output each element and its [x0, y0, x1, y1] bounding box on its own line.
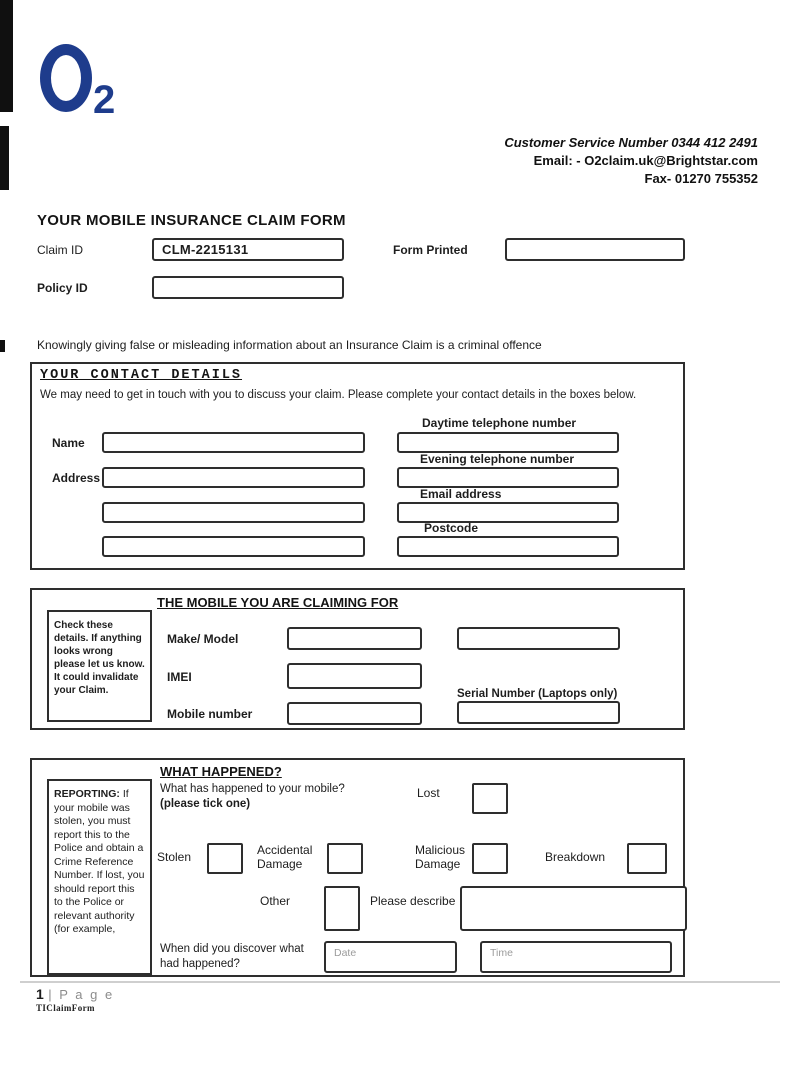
name-input[interactable]	[102, 432, 365, 453]
postcode-label: Postcode	[424, 521, 479, 535]
happened-question-tick: (please tick one)	[160, 798, 251, 810]
what-happened-heading: WHAT HAPPENED?	[160, 764, 282, 779]
reporting-note-body: If your mobile was stolen, you must report this to the Police and obtain a Crime Reference Number. If lost, you should report this to the Police or relevant authority (for example,	[54, 788, 145, 935]
policy-id-value	[154, 278, 342, 280]
stolen-label: Stolen	[157, 850, 192, 864]
checkbox-breakdown[interactable]	[627, 843, 667, 874]
address-input-line2[interactable]	[102, 502, 365, 523]
make-model-input[interactable]	[287, 627, 422, 650]
malicious-damage-label: Malicious Damage	[415, 843, 466, 871]
reporting-note-title: REPORTING:	[54, 788, 120, 800]
happened-question: What has happened to your mobile?	[160, 783, 345, 795]
mobile-number-input[interactable]	[287, 702, 422, 725]
discover-question: When did you discover what had happened?	[160, 943, 304, 970]
mobile-claiming-heading: THE MOBILE YOU ARE CLAIMING FOR	[157, 595, 399, 610]
reporting-note	[47, 779, 152, 975]
serial-number-input[interactable]	[457, 701, 620, 724]
what-happened-section	[30, 758, 685, 977]
date-placeholder: Date	[334, 947, 357, 959]
o2-logo-subscript: 2	[93, 78, 116, 122]
checkbox-malicious-damage[interactable]	[472, 843, 508, 874]
address-input-line1[interactable]	[102, 467, 365, 488]
footer-page-number: 1	[36, 986, 44, 1002]
form-printed-value	[507, 240, 683, 242]
accidental-damage-label: Accidental Damage	[257, 843, 313, 871]
postcode-input[interactable]	[397, 536, 619, 557]
address-input-line3[interactable]	[102, 536, 365, 557]
daytime-phone-input[interactable]	[397, 432, 619, 453]
form-printed-label: Form Printed	[393, 243, 468, 257]
evening-phone-label: Evening telephone number	[420, 452, 575, 466]
footer-divider	[20, 981, 780, 983]
evening-phone-input[interactable]	[397, 467, 619, 488]
mobile-number-label: Mobile number	[167, 707, 253, 721]
contact-details-intro: We may need to get in touch with you to discuss your claim. Please complete your contact details in the boxes below.	[40, 389, 637, 401]
time-input[interactable]	[480, 941, 672, 973]
customer-service-email: Email: - O2claim.uk@Brightstar.com	[533, 153, 758, 168]
policy-id-label: Policy ID	[37, 281, 88, 295]
checkbox-stolen[interactable]	[207, 843, 243, 874]
o2-logo	[40, 44, 92, 112]
daytime-phone-label: Daytime telephone number	[422, 416, 577, 430]
page-title: YOUR MOBILE INSURANCE CLAIM FORM	[37, 212, 346, 229]
serial-number-label: Serial Number (Laptops only)	[457, 688, 618, 700]
claim-id-label: Claim ID	[37, 243, 84, 257]
customer-service-number: Customer Service Number 0344 412 2491	[504, 135, 758, 150]
scan-artifact	[0, 340, 5, 352]
contact-details-section	[30, 362, 685, 570]
imei-input[interactable]	[287, 663, 422, 689]
check-details-note: Check these details. If anything looks wrong please let us know. It could invalidate your Claim.	[47, 610, 152, 722]
name-label: Name	[52, 436, 85, 450]
claim-id-field[interactable]	[152, 238, 344, 261]
other-label: Other	[260, 894, 291, 908]
fraud-warning-text: Knowingly giving false or misleading information about an Insurance Claim is a criminal offence	[37, 338, 542, 352]
page-footer	[36, 986, 114, 1004]
imei-label: IMEI	[167, 670, 192, 684]
customer-service-block	[338, 134, 758, 188]
please-describe-label: Please describe	[370, 894, 456, 908]
claim-id-value: CLM-2215131	[162, 242, 249, 257]
checkbox-lost[interactable]	[472, 783, 508, 814]
email-input[interactable]	[397, 502, 619, 523]
scan-artifact	[0, 126, 9, 190]
form-printed-field[interactable]	[505, 238, 685, 261]
footer-doc-name: TIClaimForm	[36, 1003, 95, 1013]
make-model-input-2[interactable]	[457, 627, 620, 650]
date-input[interactable]	[324, 941, 457, 973]
footer-page-word: | P a g e	[48, 987, 115, 1002]
lost-label: Lost	[417, 786, 440, 800]
mobile-claiming-section	[30, 588, 685, 730]
describe-input[interactable]	[460, 886, 687, 931]
email-label: Email address	[420, 487, 502, 501]
make-model-label: Make/ Model	[167, 632, 239, 646]
contact-details-heading: YOUR CONTACT DETAILS	[40, 368, 243, 383]
checkbox-accidental-damage[interactable]	[327, 843, 363, 874]
scan-artifact	[0, 0, 13, 112]
policy-id-field[interactable]	[152, 276, 344, 299]
breakdown-label: Breakdown	[545, 850, 606, 864]
address-label: Address	[52, 471, 101, 485]
time-placeholder: Time	[490, 947, 513, 959]
customer-service-fax: Fax- 01270 755352	[644, 171, 758, 186]
checkbox-other[interactable]	[324, 886, 360, 931]
o2-logo-ring-icon	[40, 44, 92, 112]
